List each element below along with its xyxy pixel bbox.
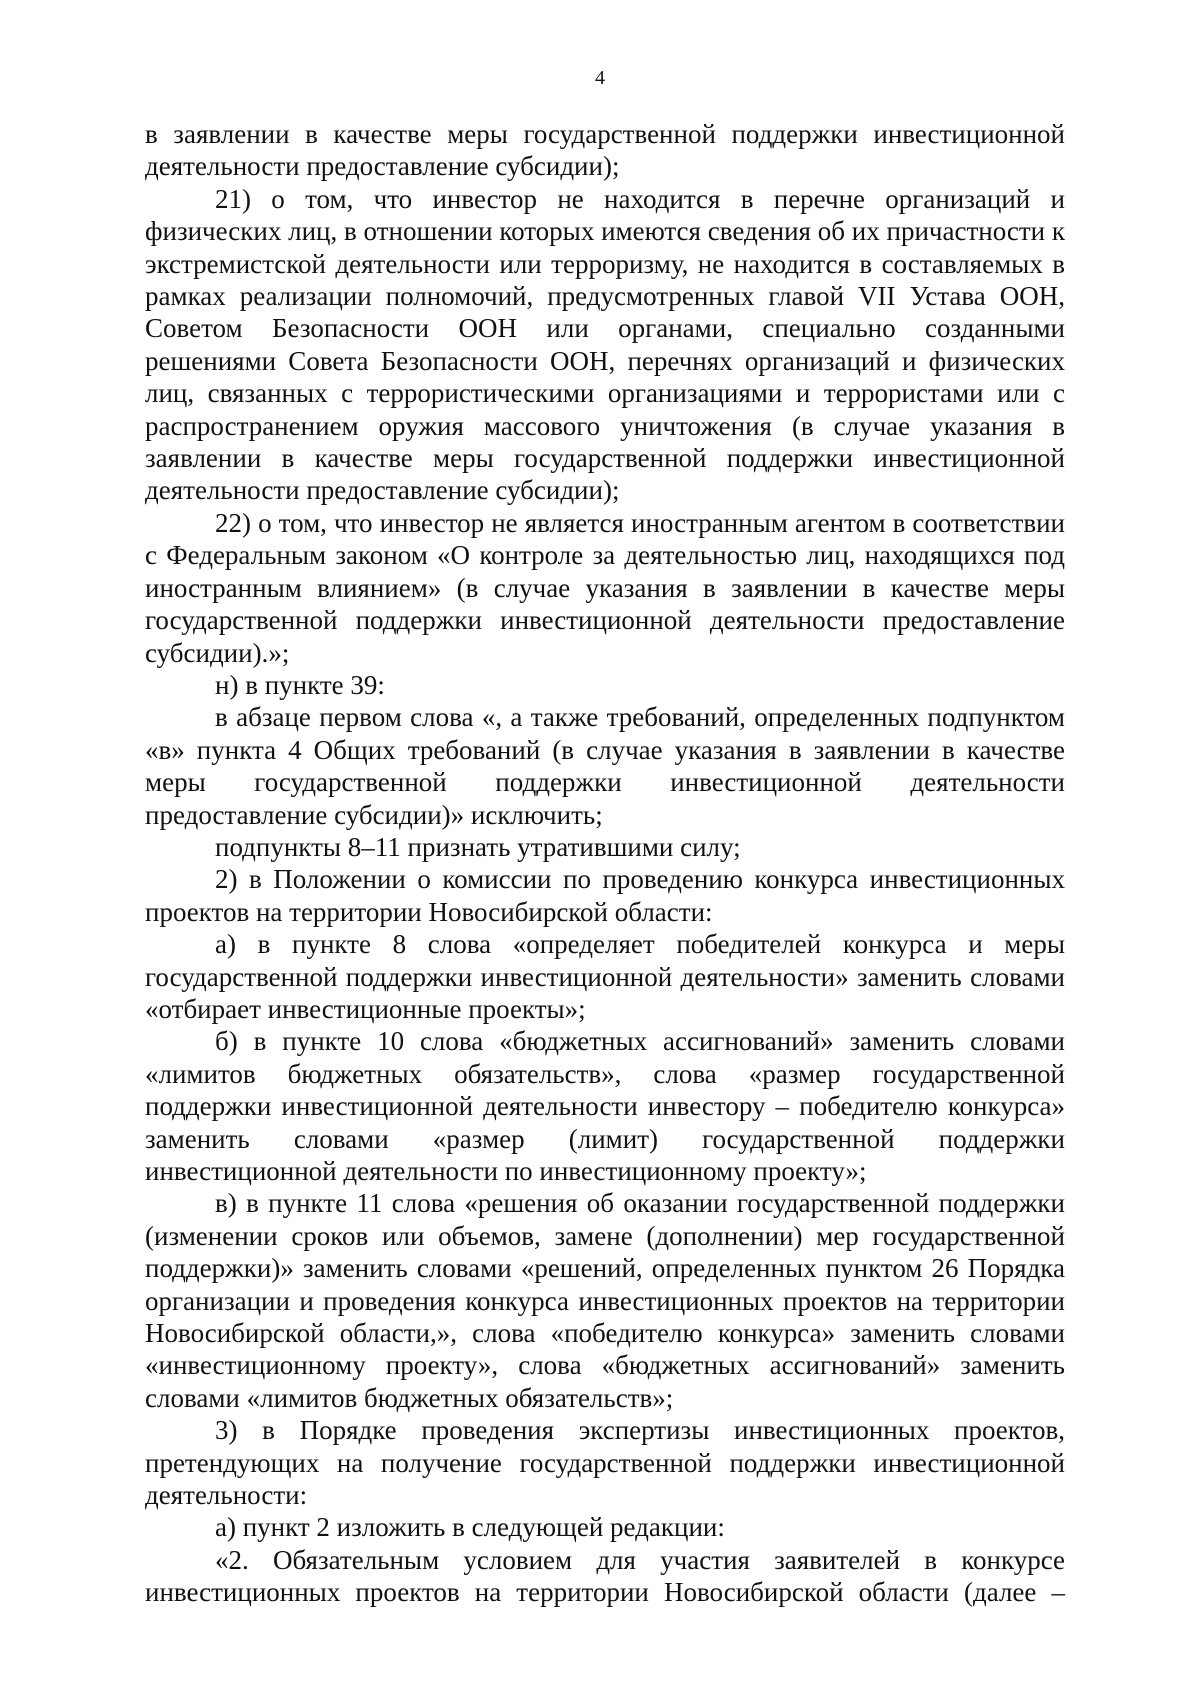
- paragraph: в абзаце первом слова «, а также требований, определенных подпунктом «в» пункта 4 Общих требований (в случае указания в заявлении в качестве меры государственной поддержки инвестиционной деятельности предоставление субсидии)» исключить;: [145, 702, 1065, 830]
- paragraph: н) в пункте 39:: [215, 669, 385, 700]
- paragraph: 2) в Положении о комиссии по проведению конкурса инвестиционных проектов на территории Новосибирской области:: [145, 864, 1065, 927]
- paragraph: 21) о том, что инвестор не находится в перечне организаций и физических лиц, в отношении которых имеются сведения об их причастности к экстремистской деятельности или терроризму, не находится в составляемых в рамках реализации полномочий, предусмотренных главой VII Устава ООН, Советом Безопасности ООН или органами, специально созданными решениями Совета Безопасности ООН, перечнях организаций и физических лиц, связанных с террористическими организациями и террористами или с распространением оружия массового уничтожения (в случае указания в заявлении в качестве меры государственной поддержки инвестиционной деятельности предоставление субсидии);: [145, 183, 1065, 506]
- paragraph: б) в пункте 10 слова «бюджетных ассигнований» заменить словами «лимитов бюджетных обязательств», слова «размер государственной поддержки инвестиционной деятельности инвестору – победителю конкурса» заменить словами «размер (лимит) государственной поддержки инвестиционной деятельности по инвестиционному проекту»;: [145, 1026, 1065, 1186]
- paragraph: 22) о том, что инвестор не является иностранным агентом в соответствии с Федеральным законом «О контроле за деятельностью лиц, находящихся под иностранным влиянием» (в случае указания в заявлении в качестве меры государственной поддержки инвестиционной деятельности предоставление субсидии).»;: [145, 507, 1065, 668]
- document-body: [145, 118, 1065, 1609]
- paragraph: а) пункт 2 изложить в следующей редакции:: [215, 1512, 725, 1543]
- paragraph: «2. Обязательным условием для участия заявителей в конкурсе инвестиционных проектов на территории Новосибирской области (далее –: [145, 1544, 1065, 1608]
- page-number: 4: [595, 67, 605, 89]
- paragraph: 3) в Порядке проведения экспертизы инвестиционных проектов, претендующих на получение государственной поддержки инвестиционной деятельности:: [145, 1415, 1065, 1511]
- paragraph: а) в пункте 8 слова «определяет победителей конкурса и меры государственной поддержки инвестиционной деятельности» заменить словами «отбирает инвестиционные проекты»;: [145, 929, 1065, 1024]
- paragraph: в заявлении в качестве меры государственной поддержки инвестиционной деятельности предоставление субсидии);: [145, 119, 1065, 182]
- paragraph: в) в пункте 11 слова «решения об оказании государственной поддержки (изменении сроков или объемов, замене (дополнении) мер государственной поддержки)» заменить словами «решений, определенных пунктом 26 Порядка организации и проведения конкурса инвестиционных проектов на территории Новосибирской области,», слова «победителю конкурса» заменить словами «инвестиционному проекту», слова «бюджетных ассигнований» заменить словами «лимитов бюджетных обязательств»;: [145, 1188, 1065, 1413]
- paragraph: подпункты 8–11 признать утратившими силу;: [215, 831, 741, 862]
